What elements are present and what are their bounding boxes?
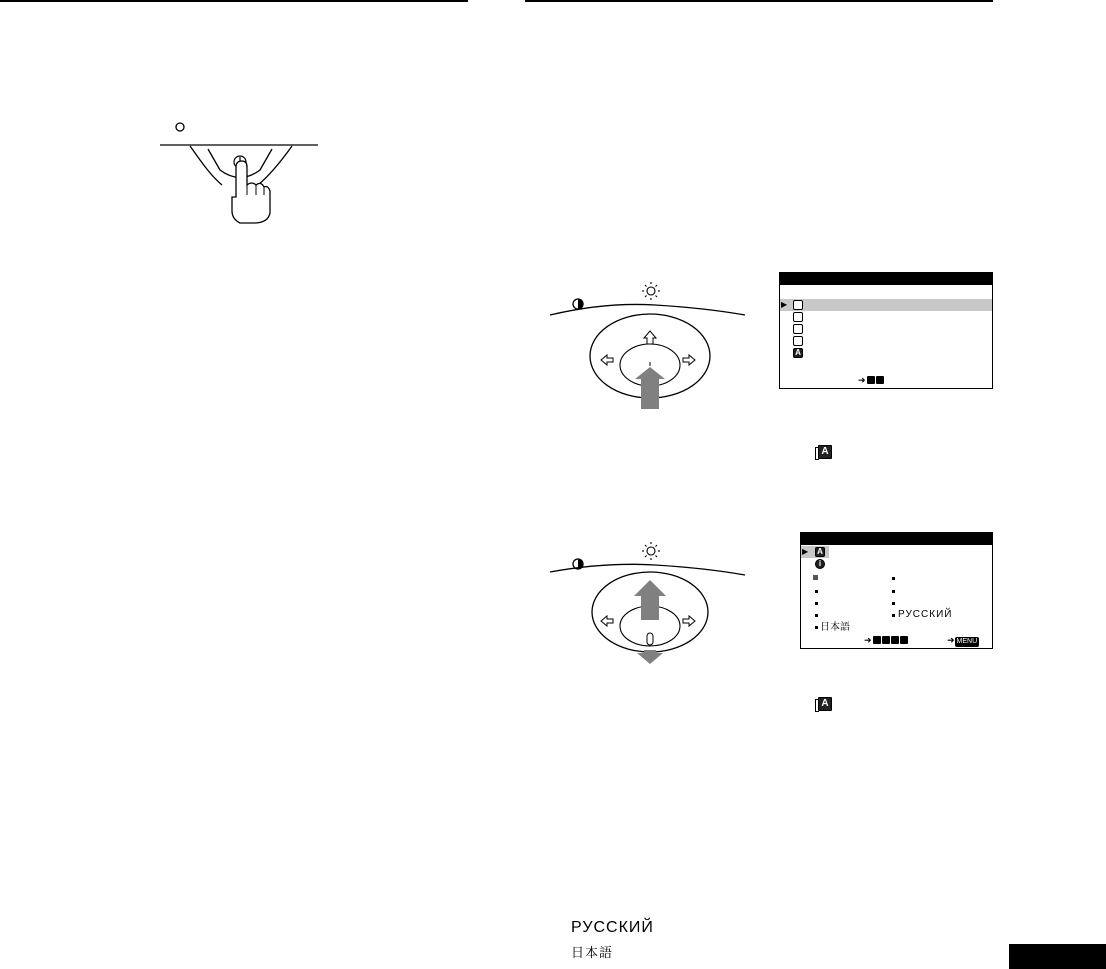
language-option-bullet[interactable] xyxy=(815,614,818,617)
osd-menu-item-pin[interactable] xyxy=(780,311,992,323)
control-pad-illustration-2 xyxy=(545,542,750,672)
language-icon: A xyxy=(793,348,803,358)
press-up-arrow-icon xyxy=(635,367,665,409)
osd-menu-item-language[interactable] xyxy=(801,546,829,558)
header-rule-left xyxy=(0,0,468,2)
language-list-russian: РУССКИЙ xyxy=(571,919,654,936)
osd-menu-main xyxy=(779,272,993,389)
brightness-icon xyxy=(642,282,660,300)
language-list-japanese: 日本語 xyxy=(571,945,614,960)
page-tab xyxy=(1009,944,1106,969)
language-option-bullet-selected[interactable] xyxy=(813,575,818,580)
press-up-arrow-icon xyxy=(634,580,666,620)
menu-pointer-icon: ▶ xyxy=(802,547,809,556)
menu-key-icon: MENU xyxy=(956,638,978,645)
landing-icon xyxy=(793,336,803,346)
pin-icon xyxy=(793,312,803,322)
brightness-icon xyxy=(642,542,660,560)
osd-menu-item-center[interactable] xyxy=(780,299,992,311)
language-option-bullet[interactable] xyxy=(892,602,895,605)
osd-menu-item-info[interactable] xyxy=(801,558,992,570)
control-pad-illustration-1 xyxy=(545,282,750,412)
language-option-bullet[interactable] xyxy=(892,614,895,617)
language-option-russian[interactable]: РУССКИЙ xyxy=(898,609,953,620)
language-icon: A xyxy=(815,547,825,557)
convergence-icon xyxy=(793,324,803,334)
power-indicator-icon xyxy=(176,123,184,131)
osd-menu-title-bar xyxy=(801,533,992,545)
osd-menu-item-convergence[interactable] xyxy=(780,323,992,335)
osd-menu-item-language[interactable] xyxy=(780,347,992,359)
osd-nav-hint: ➜ xyxy=(858,375,884,385)
language-icon: A xyxy=(818,697,832,711)
header-rule-right xyxy=(525,0,993,2)
language-option-bullet[interactable] xyxy=(815,602,818,605)
language-option-bullet[interactable] xyxy=(892,590,895,593)
language-option-bullet[interactable] xyxy=(892,577,895,580)
osd-menu-item-landing[interactable] xyxy=(780,335,992,347)
power-button-illustration xyxy=(150,115,325,230)
osd-nav-hint: ➜ xyxy=(864,635,908,645)
language-option-bullet[interactable] xyxy=(815,590,818,593)
osd-menu-language xyxy=(800,532,993,649)
menu-pointer-icon: ▶ xyxy=(781,300,788,309)
language-option-bullet[interactable] xyxy=(815,626,818,629)
info-icon: i xyxy=(815,559,825,569)
center-icon xyxy=(793,300,803,310)
language-option-japanese[interactable]: 日本語 xyxy=(820,622,850,633)
language-icon: A xyxy=(818,445,832,459)
osd-menu-title-bar xyxy=(780,273,992,285)
osd-menu-hint: ➜ MENU xyxy=(947,635,978,645)
